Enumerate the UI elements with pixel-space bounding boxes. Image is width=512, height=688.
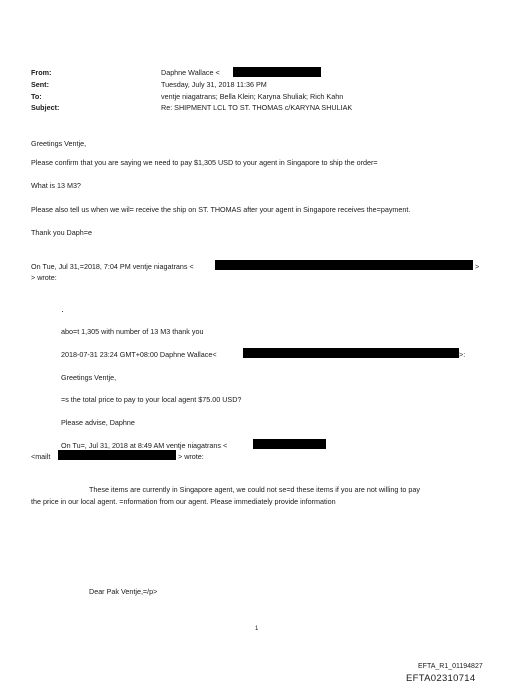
to-value: ventje niagatrans; Bella Klein; Karyna Shuliak; Rich Kahn bbox=[161, 92, 344, 101]
from-value: Daphne Wallace < bbox=[161, 68, 220, 77]
quote2-intro: 2018-07-31 23:24 GMT+08:00 Daphne Wallace< bbox=[61, 350, 217, 359]
to-label: To: bbox=[31, 92, 42, 101]
body-line-receive: Please also tell us when we wil= receive the ship on ST. THOMAS after your agent in Singapore receives the=payment. bbox=[31, 205, 411, 214]
sent-value: Tuesday, July 31, 2018 11:36 PM bbox=[161, 80, 267, 89]
from-label: From: bbox=[31, 68, 52, 77]
quoted-paragraph-line1: These items are currently in Singapore agent, we could not se=d these items if you are not willing to pay bbox=[89, 485, 421, 494]
quote3-wrote: > wrote: bbox=[178, 452, 204, 461]
quote3-intro: On Tu=, Jul 31, 2018 at 8:49 AM ventje niagatrans < bbox=[61, 441, 228, 450]
footer-ref-small: EFTA_R1_01194827 bbox=[418, 663, 483, 670]
subject-label: Subject: bbox=[31, 103, 60, 112]
quoted-closing: Dear Pak Ventje,=/p> bbox=[89, 587, 158, 596]
body-line-confirm: Please confirm that you are saying we need to pay $1,305 USD to your agent in Singapore to ship the order= bbox=[31, 158, 378, 167]
redaction-box bbox=[58, 450, 176, 460]
sent-label: Sent: bbox=[31, 80, 49, 89]
subject-value: Re: SHIPMENT LCL TO ST. THOMAS c/KARYNA SHULIAK bbox=[161, 103, 353, 112]
redaction-box bbox=[243, 348, 459, 358]
quote-intro-end: > bbox=[475, 262, 480, 271]
quote2-end: >: bbox=[459, 350, 466, 359]
greeting: Greetings Ventje, bbox=[31, 139, 87, 148]
quote-intro: On Tue, Jul 31,=2018, 7:04 PM ventje niagatrans < bbox=[31, 262, 194, 271]
footer-ref-big: EFTA02310714 bbox=[406, 673, 476, 684]
bullet-dot: · bbox=[61, 306, 64, 316]
redaction-box bbox=[233, 67, 321, 77]
quoted-paragraph-line2: the price in our local agent. =nformation from our agent. Please immediately provide information bbox=[31, 497, 336, 506]
redaction-box bbox=[215, 260, 473, 270]
quoted-total-price: =s the total price to pay to your local agent $75.00 USD? bbox=[61, 395, 242, 404]
body-line-thanks: Thank you Daph=e bbox=[31, 228, 92, 237]
quote3-mailto: <mailt bbox=[31, 452, 51, 461]
quote-wrote: > wrote: bbox=[31, 273, 57, 282]
quoted-advise: Please advise, Daphne bbox=[61, 418, 135, 427]
quoted-about: abo=t 1,305 with number of 13 M3 thank you bbox=[61, 327, 204, 336]
body-line-question: What is 13 M3? bbox=[31, 181, 81, 190]
quoted-greeting: Greetings Ventje, bbox=[61, 373, 117, 382]
page-number: 1 bbox=[255, 626, 259, 632]
redaction-box bbox=[253, 439, 326, 449]
